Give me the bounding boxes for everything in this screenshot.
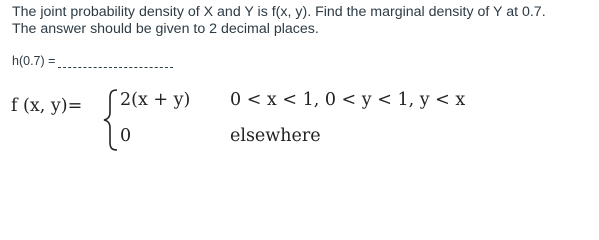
answer-row (12, 54, 173, 68)
question-text (12, 4, 597, 38)
question-line-1: The joint probability density of X and Y is f(x, y). Find the marginal density of Y at 0.7. (12, 4, 546, 20)
case-2-condition: elsewhere (230, 126, 321, 146)
answer-label: h(0.7) = (12, 54, 56, 68)
case-1-expression: 2(x + y) (120, 90, 191, 110)
case-1-condition: 0 < x < 1, 0 < y < 1, y < x (230, 90, 466, 110)
answer-input-blank[interactable] (58, 54, 173, 68)
case-2-expression: 0 (120, 126, 132, 146)
left-brace-icon (103, 88, 119, 152)
question-line-2: The answer should be given to 2 decimal places. (12, 21, 319, 37)
function-label: f (x, y)= (11, 96, 83, 116)
